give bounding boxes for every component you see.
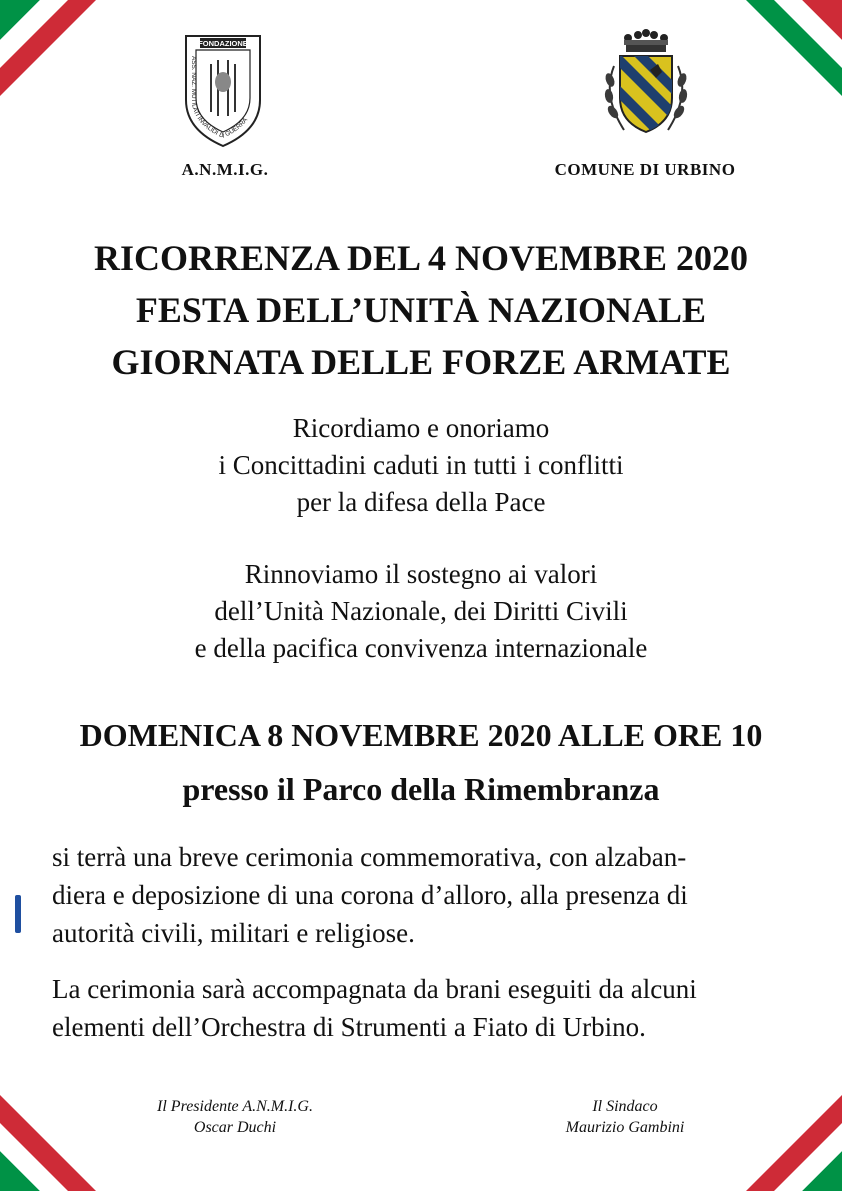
flag-ribbon-top-left: [0, 0, 140, 140]
mayor-name: Maurizio Gambini: [565, 1119, 685, 1136]
ceremony-paragraph: [52, 838, 794, 952]
urbino-coat-of-arms: [598, 26, 694, 144]
side-mark: [14, 895, 22, 933]
remember-line-2: i Concittadini caduti in tutti i conflitti: [218, 450, 624, 480]
renew-line-2: dell’Unità Nazionale, dei Diritti Civili: [214, 596, 628, 626]
ceremony-line-1: si terrà una breve cerimonia commemorativa, con alzaban-: [52, 842, 687, 872]
renew-line-3: e della pacifica convivenza internazionale: [194, 633, 648, 663]
mayor-title: Il Sindaco: [592, 1098, 658, 1115]
music-line-1: La cerimonia sarà accompagnata da brani eseguiti da alcuni: [52, 974, 697, 1004]
anmig-emblem-ring-text: ASS. NAZ. MUTILATI INVALIDI DI GUERRA: [189, 56, 250, 140]
event-date: DOMENICA 8 NOVEMBRE 2020 ALLE ORE 10: [79, 717, 763, 753]
renew-line-1: Rinnoviamo il sostegno ai valori: [244, 559, 598, 589]
headline-line-2: FESTA DELL’UNITÀ NAZIONALE: [135, 290, 707, 330]
headline-line-3: GIORNATA DELLE FORZE ARMATE: [111, 342, 731, 382]
anmig-emblem-top-text: FONDAZIONE: [198, 39, 248, 48]
headline: [40, 232, 802, 388]
music-paragraph: [52, 970, 794, 1046]
president-name: Oscar Duchi: [193, 1119, 277, 1136]
ceremony-line-3: autorità civili, militari e religiose.: [52, 918, 415, 948]
ceremony-line-2: diera e deposizione di una corona d’alloro, alla presenza di: [52, 880, 688, 910]
remember-line-3: per la difesa della Pace: [296, 487, 546, 517]
event-details: [30, 708, 812, 816]
event-place: presso il Parco della Rimembranza: [182, 771, 660, 807]
headline-line-1: RICORRENZA DEL 4 NOVEMBRE 2020: [93, 238, 749, 278]
comune-label: COMUNE DI URBINO: [554, 160, 736, 179]
flag-ribbon-top-right: [702, 0, 842, 140]
anmig-label: A.N.M.I.G.: [181, 160, 269, 179]
signature-president: [110, 1096, 360, 1138]
anmig-emblem: [178, 30, 268, 150]
remember-paragraph: [60, 410, 782, 521]
renew-paragraph: [60, 556, 782, 667]
music-line-2: elementi dell’Orchestra di Strumenti a Fiato di Urbino.: [52, 1012, 646, 1042]
signature-mayor: [520, 1096, 730, 1138]
president-title: Il Presidente A.N.M.I.G.: [157, 1098, 313, 1115]
remember-line-1: Ricordiamo e onoriamo: [292, 413, 550, 443]
